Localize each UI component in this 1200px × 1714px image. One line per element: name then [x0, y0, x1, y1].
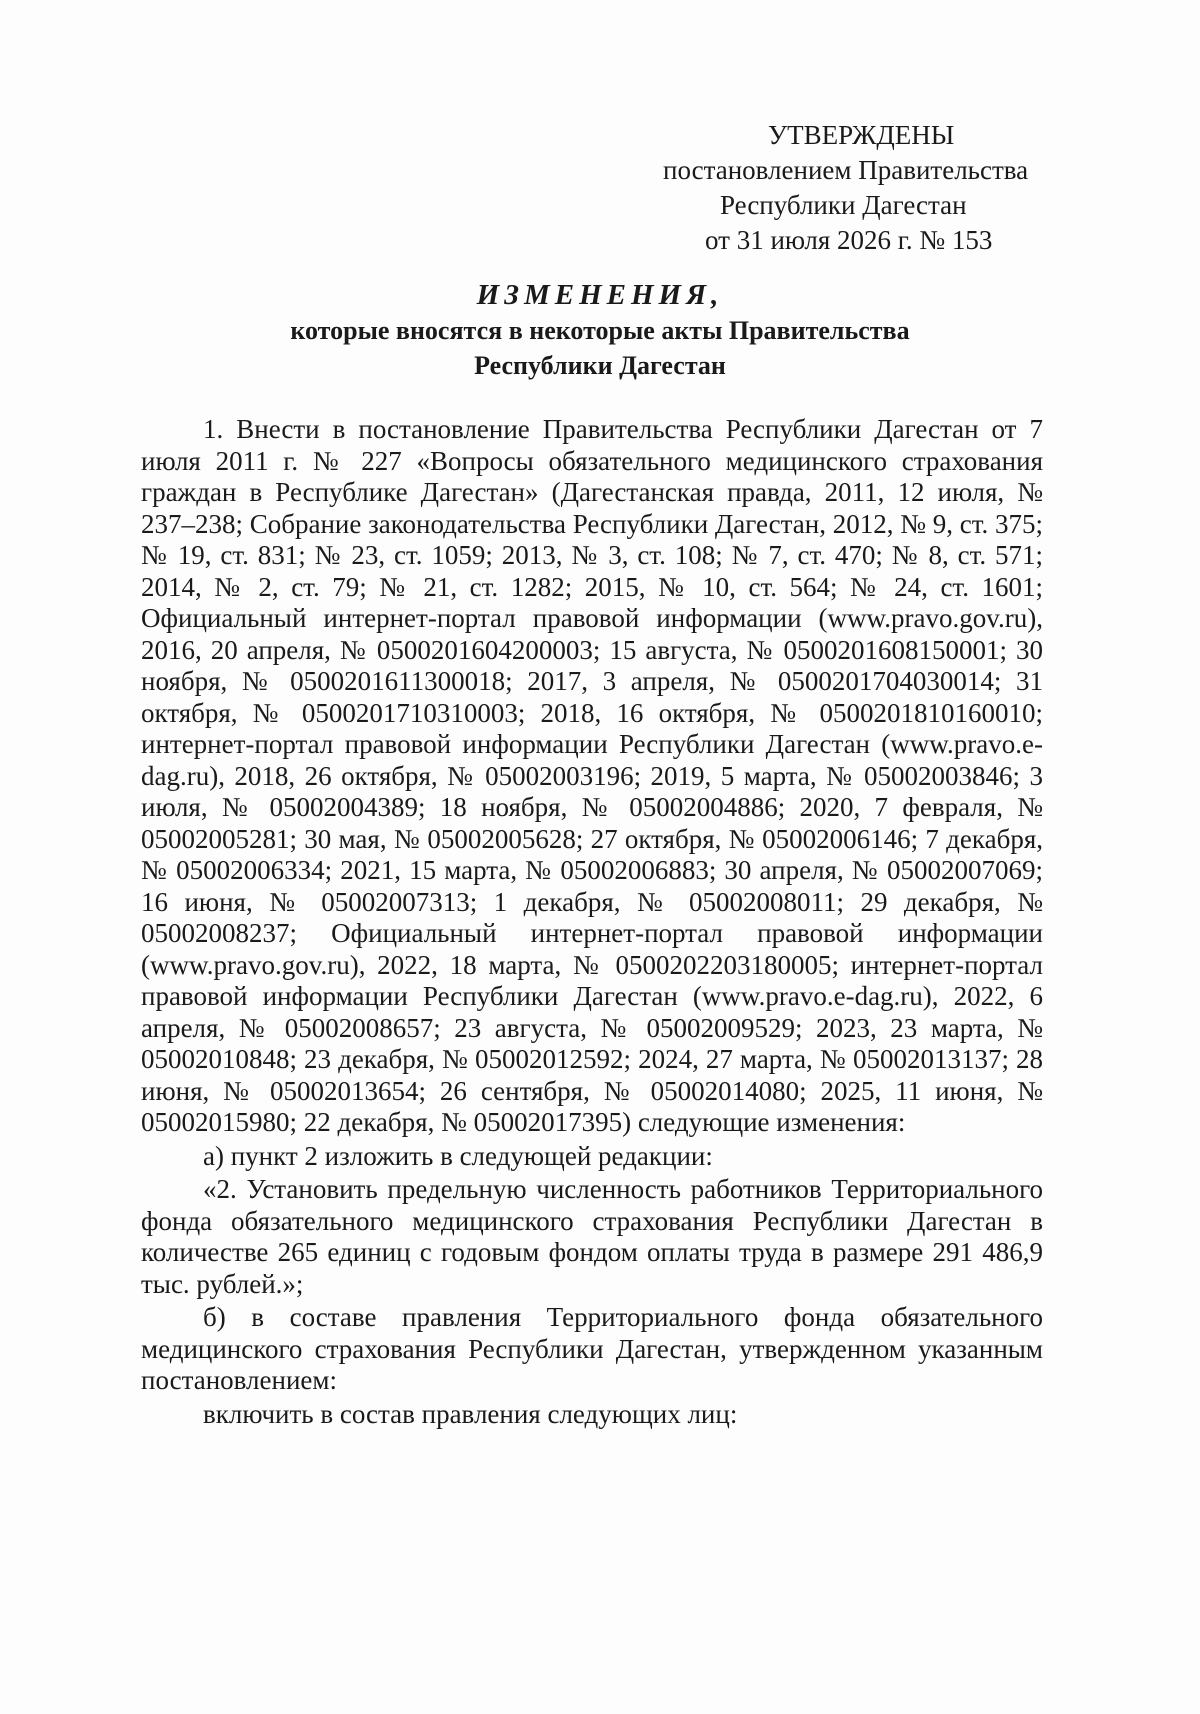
approval-region: Республики Дагестан: [720, 190, 967, 220]
body-paragraph-5: включить в состав правления следующих лиц:: [203, 1398, 738, 1429]
approval-date-number: от 31 июля 2026 г. № 153: [705, 225, 993, 255]
document-subtitle-line2: Республики Дагестан: [474, 351, 726, 380]
approval-heading: УТВЕРЖДЕНЫ: [768, 120, 955, 150]
document-heading: ИЗМЕНЕНИЯ,: [476, 279, 724, 311]
body-paragraph-1: 1. Внести в постановление Правительства Республики Дагестан от 7 июля 2011 г. № 227 «Вопросы обязательного медицинского страхования граждан в Республике Дагестан» (Дагестанская правда, 2011, 12 июля, № 237–238; Собрание законодательства Республики Дагестан, 2012, № 9, ст. 375; № 19, ст. 831; № 23, ст. 1059; 2013, № 3, ст. 108; № 7, ст. 470; № 8, ст. 571; 2014, № 2, ст. 79; № 21, ст. 1282; 2015, № 10, ст. 564; № 24, ст. 1601; Официальный интернет-портал правовой информации (www.pravo.gov.ru), 2016, 20 апреля, № 0500201604200003; 15 августа, № 0500201608150001; 30 ноября, № 0500201611300018; 2017, 3 апреля, № 0500201704030014; 31 октября, № 0500201710310003; 2018, 16 октября, № 0500201810160010; интернет-портал правовой информации Республики Дагестан (www.pravo.e-dag.ru), 2018, 26 октября, № 05002003196; 2019, 5 марта, № 05002003846; 3 июля, № 05002004389; 18 ноября, № 05002004886; 2020, 7 февраля, № 05002005281; 30 мая, № 05002005628; 27 октября, № 05002006146; 7 декабря, № 05002006334; 2021, 15 марта, № 05002006883; 30 апреля, № 05002007069; 16 июня, № 05002007313; 1 декабря, № 05002008011; 29 декабря, № 05002008237; Официальный интернет-портал правовой информации (www.pravo.gov.ru), 2022, 18 марта, № 0500202203180005; интернет-портал правовой информации Республики Дагестан (www.pravo.e-dag.ru), 2022, 6 апреля, № 05002008657; 23 августа, № 05002009529; 2023, 23 марта, № 05002010848; 23 декабря, № 05002012592; 2024, 27 марта, № 05002013137; 28 июня, № 05002013654; 26 сентября, № 05002014080; 2025, 11 июня, № 05002015980; 22 декабря, № 05002017395) следующие изменения:: [141, 414, 1043, 1137]
approval-stamp-block: [640, 118, 1060, 258]
body-paragraph-3: «2. Установить предельную численность работников Территориального фонда обязательного медицинского страхования Республики Дагестан в количестве 265 единиц с годовым фондом оплаты труда в размере 291 486,9 тыс. рублей.»;: [141, 1174, 1043, 1299]
body-paragraph-4: б) в составе правления Территориального фонда обязательного медицинского страхования Республики Дагестан, утвержденном указанным постановлением:: [141, 1302, 1043, 1395]
document-subtitle-line1: которые вносятся в некоторые акты Правительства: [290, 316, 910, 345]
body-paragraph-2: а) пункт 2 изложить в следующей редакции:: [203, 1140, 713, 1171]
document-body: [141, 414, 1043, 1430]
approval-authority: постановлением Правительства: [663, 155, 1029, 185]
document-title-block: [140, 278, 1060, 383]
